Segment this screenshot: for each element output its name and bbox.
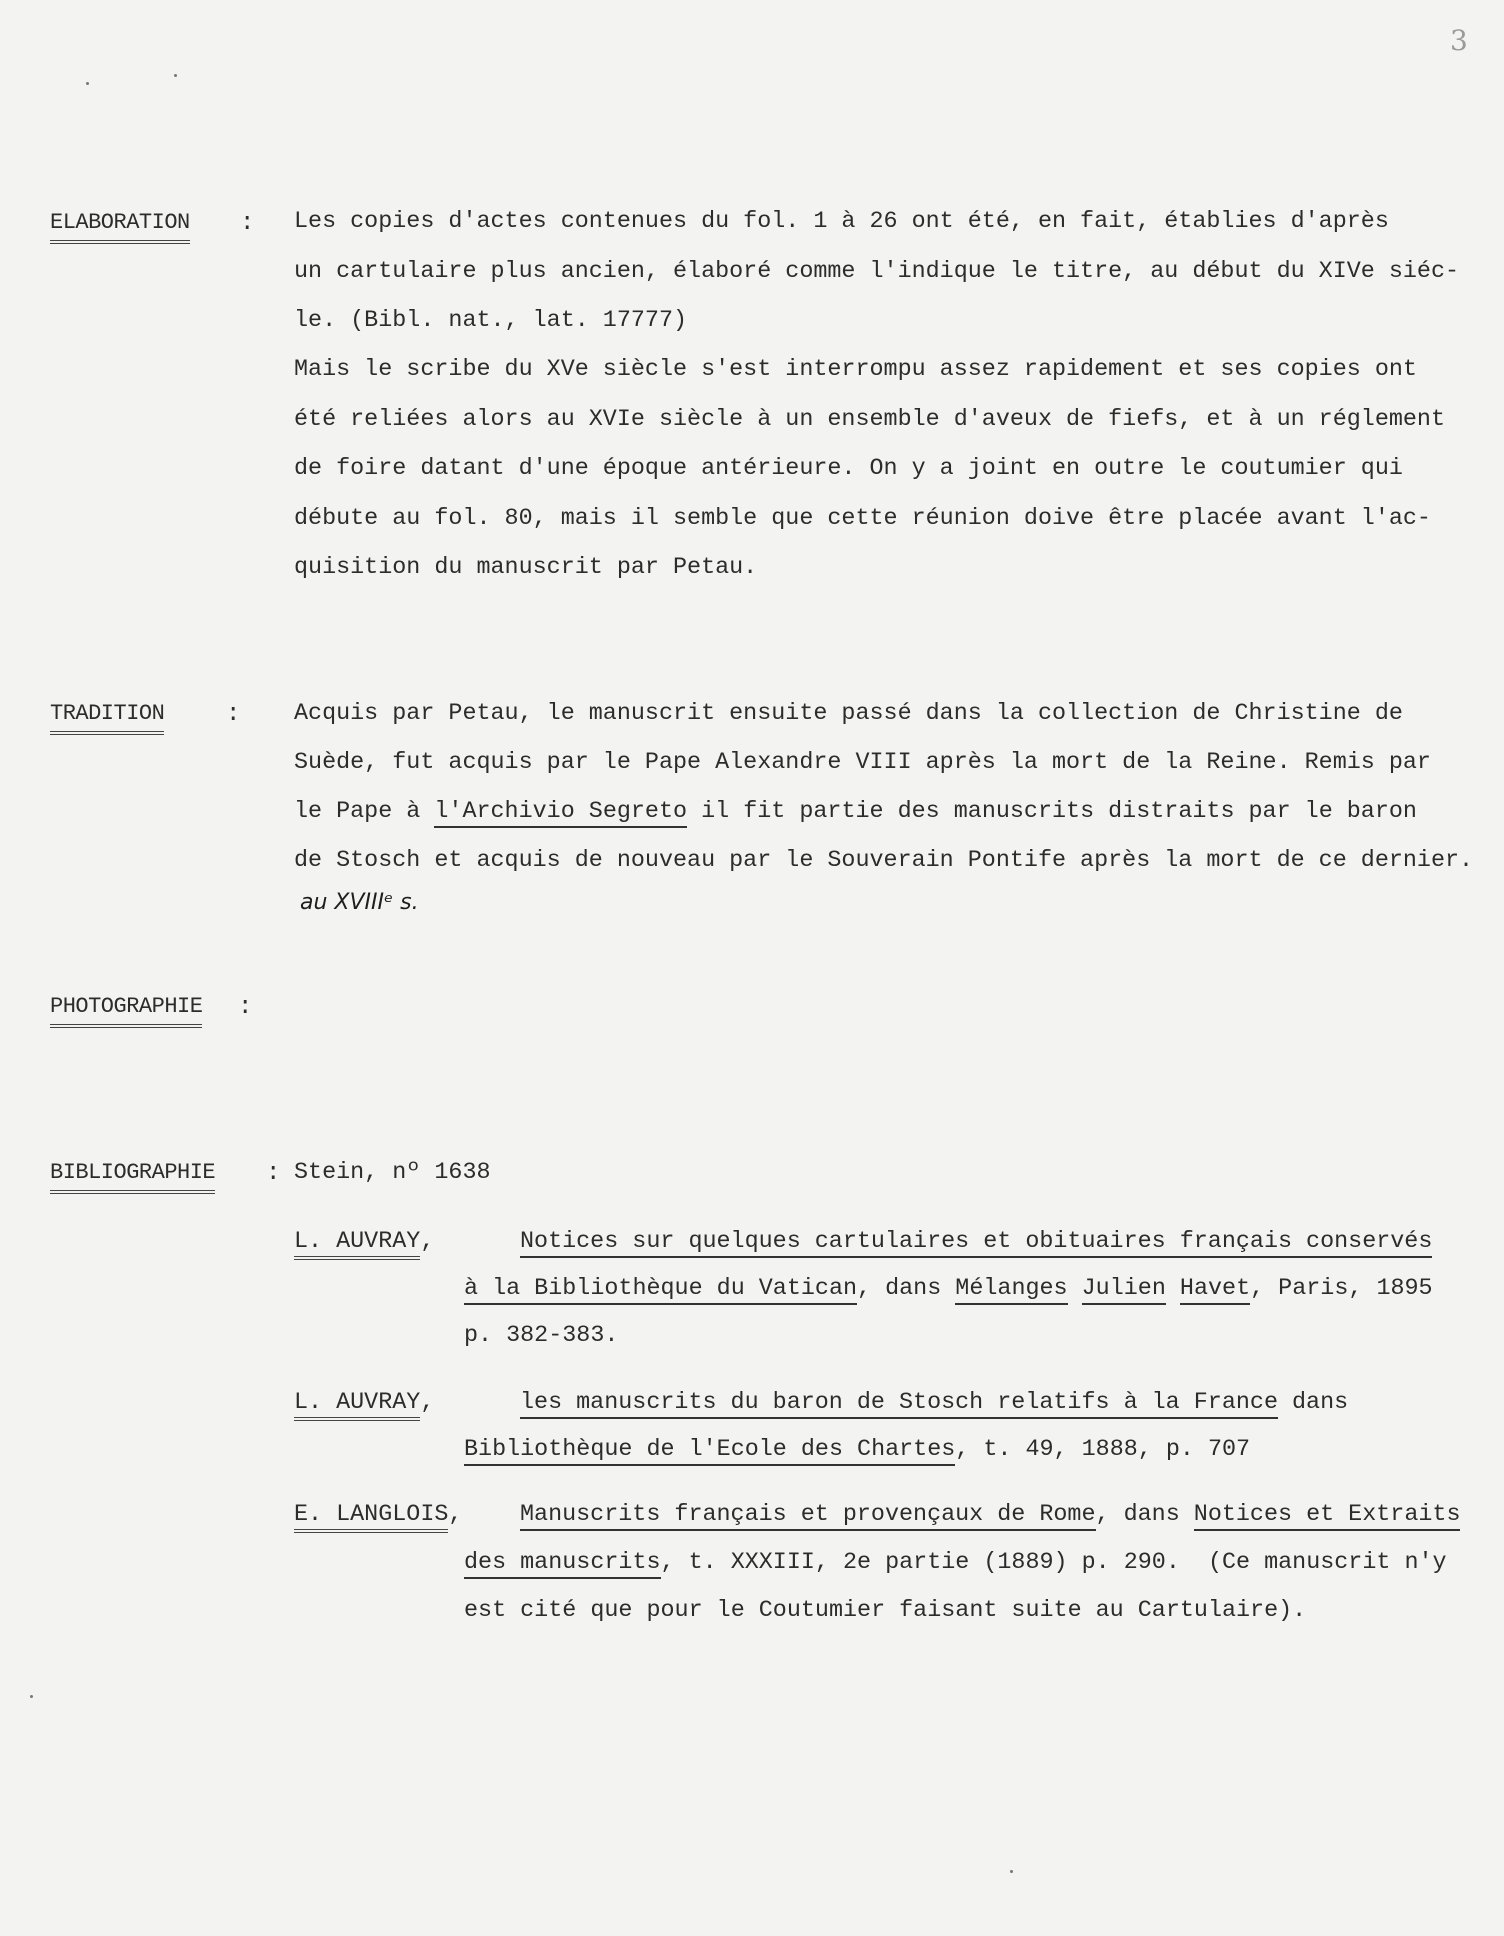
handwritten-note: au XVIIIᵉ s. [300, 890, 419, 915]
bib-tail: , t. XXXIII, 2e partie (1889) p. 290. (Ce manuscrit n'y [660, 1550, 1447, 1576]
tradition-line: de Stosch et acquis de nouveau par le Souverain Pontife après la mort de ce dernier. [294, 848, 1474, 874]
bib-title: Notices sur quelques cartulaires et obituaires français conservés [520, 1229, 1432, 1258]
tradition-line: Acquis par Petau, le manuscrit ensuite passé dans la collection de Christine de [294, 701, 1403, 727]
bib-dans: , dans [1095, 1502, 1194, 1528]
bibliographie-first-entry: Stein, nº 1638 [294, 1160, 491, 1186]
tradition-label: TRADITION [50, 701, 164, 735]
bib-title: les manuscrits du baron de Stosch relatifs à la France [520, 1390, 1278, 1419]
paper-speck [1010, 1870, 1013, 1873]
bib-author [294, 1228, 434, 1256]
elaboration-line: de foire datant d'une époque antérieure. On y a joint en outre le coutumier qui [294, 456, 1403, 482]
bib-author-name: L. AUVRAY [294, 1229, 420, 1260]
bib-note: est cité que pour le Coutumier faisant suite au Cartulaire). [464, 1598, 1307, 1624]
paper-speck [86, 82, 89, 85]
bib-title: Manuscrits français et provençaux de Rome [520, 1502, 1096, 1531]
elaboration-label: ELABORATION [50, 210, 190, 244]
bib-melanges: Mélanges [955, 1276, 1067, 1305]
elaboration-line: quisition du manuscrit par Petau. [294, 555, 758, 581]
elaboration-line: débute au fol. 80, mais il semble que cette réunion doive être placée avant l'ac- [294, 506, 1431, 532]
bib-series-continued: des manuscrits [464, 1550, 661, 1579]
bib-tail: , Paris, 1895 [1250, 1276, 1433, 1302]
bib-tail: , t. 49, 1888, p. 707 [955, 1437, 1251, 1463]
bib-author-comma: , [420, 1390, 435, 1416]
bibliographie-colon: : [266, 1160, 281, 1187]
elaboration-line: le. (Bibl. nat., lat. 17777) [294, 308, 688, 334]
bib-julien: Julien [1082, 1276, 1166, 1305]
bib-series: Notices et Extraits [1194, 1502, 1461, 1531]
bib-journal-line [464, 1436, 1250, 1464]
tradition-line [294, 798, 1417, 826]
tradition-line3-end: il fit partie des manuscrits distraits par le baron [687, 799, 1417, 825]
bib-havet: Havet [1180, 1276, 1250, 1305]
elaboration-line: un cartulaire plus ancien, élaboré comme l'indique le titre, au début du XIVe siéc- [294, 259, 1460, 285]
bib-author [294, 1501, 462, 1529]
tradition-line3-start: le Pape à [294, 799, 435, 825]
bib-author-comma: , [448, 1502, 463, 1528]
bib-author-comma: , [420, 1229, 435, 1255]
bib-journal: Bibliothèque de l'Ecole des Chartes [464, 1437, 955, 1466]
page-number: 3 [1450, 24, 1468, 57]
paper-speck [30, 1695, 33, 1698]
photographie-colon: : [238, 994, 253, 1021]
bib-pages: p. 382-383. [464, 1323, 619, 1349]
bib-author-name: E. LANGLOIS [294, 1502, 448, 1533]
elaboration-line: Mais le scribe du XVe siècle s'est interrompu assez rapidement et ses copies ont [294, 357, 1417, 383]
photographie-label: PHOTOGRAPHIE [50, 994, 202, 1028]
bib-dans: dans [1277, 1390, 1349, 1416]
bibliographie-label: BIBLIOGRAPHIE [50, 1160, 215, 1194]
elaboration-colon: : [240, 210, 255, 237]
elaboration-line: Les copies d'actes contenues du fol. 1 à 26 ont été, en fait, établies d'après [294, 209, 1389, 235]
archivio-segreto-underlined: l'Archivio Segreto [434, 799, 687, 828]
tradition-colon: : [226, 701, 241, 728]
paper-speck [174, 74, 177, 77]
bib-title-line [520, 1389, 1348, 1417]
bib-title-line [520, 1501, 1460, 1529]
tradition-line: Suède, fut acquis par le Pape Alexandre VIII après la mort de la Reine. Remis par [294, 750, 1431, 776]
bib-title-continued: à la Bibliothèque du Vatican [464, 1276, 857, 1305]
bib-series-line [464, 1549, 1447, 1577]
bib-author-name: L. AUVRAY [294, 1390, 420, 1421]
bib-title-line [464, 1275, 1433, 1303]
bib-dans: , dans [857, 1276, 956, 1302]
elaboration-line: été reliées alors au XVIe siècle à un ensemble d'aveux de fiefs, et à un réglement [294, 407, 1446, 433]
bib-author [294, 1389, 434, 1417]
bib-title-line [520, 1228, 1432, 1256]
